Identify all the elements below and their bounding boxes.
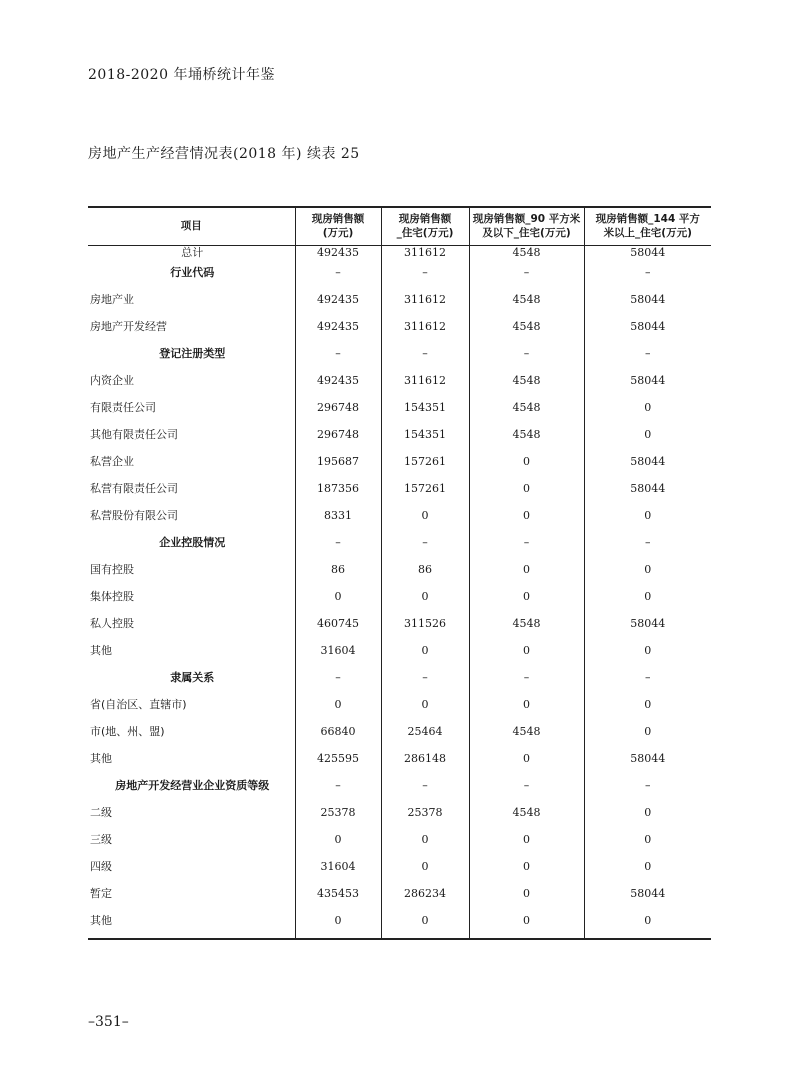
row-label: 私营股份有限公司 xyxy=(90,508,178,522)
cell-value: 58044 xyxy=(584,320,711,347)
cell-value: – xyxy=(469,779,584,806)
cell-value: 311526 xyxy=(381,617,469,644)
cell-value: 0 xyxy=(381,509,469,536)
cell-value: 0 xyxy=(584,833,711,860)
table-row xyxy=(88,428,711,455)
cell-value: 157261 xyxy=(381,482,469,509)
table-row xyxy=(88,563,711,590)
cell-value: 0 xyxy=(469,644,584,671)
cell-value: 8331 xyxy=(295,509,381,536)
cell-value: 154351 xyxy=(381,401,469,428)
cell-value: 25464 xyxy=(381,725,469,752)
cell-value: 0 xyxy=(469,563,584,590)
cell-value: 460745 xyxy=(295,617,381,644)
cell-value: 0 xyxy=(584,563,711,590)
cell-value: 58044 xyxy=(584,455,711,482)
cell-value: 0 xyxy=(295,833,381,860)
cell-value: 4548 xyxy=(469,725,584,752)
section-row xyxy=(88,779,711,806)
table-row xyxy=(88,455,711,482)
row-label: 市(地、州、盟) xyxy=(90,724,165,738)
total-row xyxy=(88,245,711,266)
table-row xyxy=(88,914,711,939)
cell-value: 311612 xyxy=(381,320,469,347)
cell-value: 425595 xyxy=(295,752,381,779)
table-row xyxy=(88,860,711,887)
data-table-container xyxy=(88,206,711,940)
table-row xyxy=(88,833,711,860)
row-label: 行业代码 xyxy=(170,265,215,279)
table-row xyxy=(88,509,711,536)
cell-value: 0 xyxy=(469,455,584,482)
cell-value: 58044 xyxy=(584,245,711,266)
cell-value: 58044 xyxy=(584,752,711,779)
row-label: 省(自治区、直辖市) xyxy=(90,697,187,711)
header-sales-amount: 现房销售额 (万元) xyxy=(295,207,381,245)
table-row xyxy=(88,320,711,347)
table-row xyxy=(88,482,711,509)
table-header xyxy=(88,207,711,245)
section-row xyxy=(88,536,711,563)
table-row xyxy=(88,644,711,671)
cell-value: – xyxy=(295,347,381,374)
table-row xyxy=(88,590,711,617)
cell-value: 4548 xyxy=(469,428,584,455)
cell-value: 25378 xyxy=(381,806,469,833)
row-label: 其他 xyxy=(90,643,112,657)
cell-value: 154351 xyxy=(381,428,469,455)
cell-value: 187356 xyxy=(295,482,381,509)
table-body xyxy=(88,245,711,939)
cell-value: 0 xyxy=(295,590,381,617)
cell-value: – xyxy=(469,536,584,563)
page-number: –351– xyxy=(88,1014,129,1030)
cell-value: 286234 xyxy=(381,887,469,914)
cell-value: 86 xyxy=(381,563,469,590)
cell-value: 0 xyxy=(584,725,711,752)
cell-value: 0 xyxy=(584,401,711,428)
cell-value: 0 xyxy=(584,590,711,617)
cell-value: 4548 xyxy=(469,806,584,833)
cell-value: 4548 xyxy=(469,245,584,266)
cell-value: 0 xyxy=(295,914,381,939)
cell-value: 0 xyxy=(584,860,711,887)
cell-value: 25378 xyxy=(295,806,381,833)
row-label: 集体控股 xyxy=(90,589,134,603)
cell-value: 0 xyxy=(469,914,584,939)
cell-value: – xyxy=(295,536,381,563)
row-label: 有限责任公司 xyxy=(90,400,156,414)
cell-value: 0 xyxy=(584,644,711,671)
cell-value: 0 xyxy=(584,914,711,939)
cell-value: – xyxy=(469,347,584,374)
table-row xyxy=(88,374,711,401)
table-row xyxy=(88,698,711,725)
cell-value: – xyxy=(381,347,469,374)
running-head: 2018-2020 年埇桥统计年鉴 xyxy=(88,67,275,83)
cell-value: 0 xyxy=(469,482,584,509)
cell-value: 4548 xyxy=(469,374,584,401)
cell-value: 0 xyxy=(469,590,584,617)
cell-value: 0 xyxy=(381,833,469,860)
cell-value: 66840 xyxy=(295,725,381,752)
cell-value: 0 xyxy=(469,698,584,725)
cell-value: 492435 xyxy=(295,374,381,401)
row-label: 三级 xyxy=(90,832,112,846)
row-label: 四级 xyxy=(90,859,112,873)
cell-value: 0 xyxy=(584,509,711,536)
cell-value: 0 xyxy=(469,509,584,536)
row-label: 私营有限责任公司 xyxy=(90,481,178,495)
cell-value: 492435 xyxy=(295,245,381,266)
table-row xyxy=(88,293,711,320)
table-caption: 房地产生产经营情况表(2018 年) 续表 25 xyxy=(88,146,360,162)
row-label: 其他有限责任公司 xyxy=(90,427,178,441)
row-label: 国有控股 xyxy=(90,562,134,576)
cell-value: 4548 xyxy=(469,293,584,320)
cell-value: 58044 xyxy=(584,374,711,401)
row-label: 企业控股情况 xyxy=(159,535,226,549)
cell-value: – xyxy=(584,671,711,698)
table-row xyxy=(88,725,711,752)
cell-value: 58044 xyxy=(584,293,711,320)
table-row xyxy=(88,806,711,833)
row-label: 总计 xyxy=(181,245,204,259)
cell-value: 0 xyxy=(381,698,469,725)
cell-value: 4548 xyxy=(469,320,584,347)
cell-value: 31604 xyxy=(295,860,381,887)
cell-value: 0 xyxy=(469,860,584,887)
cell-value: 4548 xyxy=(469,401,584,428)
cell-value: – xyxy=(584,347,711,374)
row-label: 其他 xyxy=(88,914,295,939)
cell-value: 0 xyxy=(381,860,469,887)
cell-value: 58044 xyxy=(584,617,711,644)
row-label: 内资企业 xyxy=(90,373,134,387)
cell-value: 0 xyxy=(584,428,711,455)
row-label: 私人控股 xyxy=(90,616,134,630)
cell-value: 0 xyxy=(381,590,469,617)
cell-value: – xyxy=(469,266,584,293)
cell-value: 195687 xyxy=(295,455,381,482)
cell-value: 311612 xyxy=(381,374,469,401)
cell-value: 286148 xyxy=(381,752,469,779)
cell-value: 0 xyxy=(469,833,584,860)
table-row xyxy=(88,887,711,914)
table-row xyxy=(88,752,711,779)
header-sales-residential: 现房销售额 _住宅(万元) xyxy=(381,207,469,245)
cell-value: 0 xyxy=(584,698,711,725)
cell-value: 157261 xyxy=(381,455,469,482)
cell-value: – xyxy=(584,266,711,293)
cell-value: – xyxy=(381,779,469,806)
cell-value: – xyxy=(295,779,381,806)
header-item: 项目 xyxy=(88,207,295,245)
cell-value: 0 xyxy=(381,914,469,939)
cell-value: 0 xyxy=(469,752,584,779)
cell-value: 311612 xyxy=(381,293,469,320)
cell-value: – xyxy=(469,671,584,698)
cell-value: 492435 xyxy=(295,320,381,347)
section-row xyxy=(88,671,711,698)
cell-value: 296748 xyxy=(295,428,381,455)
cell-value: 311612 xyxy=(381,245,469,266)
row-label: 房地产开发经营业企业资质等级 xyxy=(115,778,270,792)
header-sales-under-90sqm: 现房销售额_90 平方米 及以下_住宅(万元) xyxy=(469,207,584,245)
cell-value: 0 xyxy=(469,887,584,914)
row-label: 暂定 xyxy=(90,886,112,900)
cell-value: 492435 xyxy=(295,293,381,320)
cell-value: 86 xyxy=(295,563,381,590)
row-label: 登记注册类型 xyxy=(159,346,226,360)
cell-value: 31604 xyxy=(295,644,381,671)
cell-value: 0 xyxy=(295,698,381,725)
cell-value: 58044 xyxy=(584,482,711,509)
table-row xyxy=(88,401,711,428)
cell-value: 58044 xyxy=(584,887,711,914)
cell-value: 4548 xyxy=(469,617,584,644)
section-row xyxy=(88,266,711,293)
row-label: 其他 xyxy=(90,751,112,765)
cell-value: – xyxy=(295,671,381,698)
cell-value: – xyxy=(381,536,469,563)
real-estate-sales-table xyxy=(88,206,711,940)
cell-value: – xyxy=(381,266,469,293)
table-row xyxy=(88,617,711,644)
section-row xyxy=(88,347,711,374)
row-label: 私营企业 xyxy=(90,454,134,468)
cell-value: 0 xyxy=(584,806,711,833)
row-label: 房地产开发经营 xyxy=(90,319,167,333)
header-sales-over-144sqm: 现房销售额_144 平方 米以上_住宅(万元) xyxy=(584,207,711,245)
cell-value: – xyxy=(584,779,711,806)
cell-value: – xyxy=(295,266,381,293)
cell-value: 435453 xyxy=(295,887,381,914)
cell-value: – xyxy=(584,536,711,563)
cell-value: 296748 xyxy=(295,401,381,428)
row-label: 隶属关系 xyxy=(170,670,215,684)
row-label: 二级 xyxy=(90,805,112,819)
cell-value: 0 xyxy=(381,644,469,671)
row-label: 房地产业 xyxy=(90,292,134,306)
cell-value: – xyxy=(381,671,469,698)
